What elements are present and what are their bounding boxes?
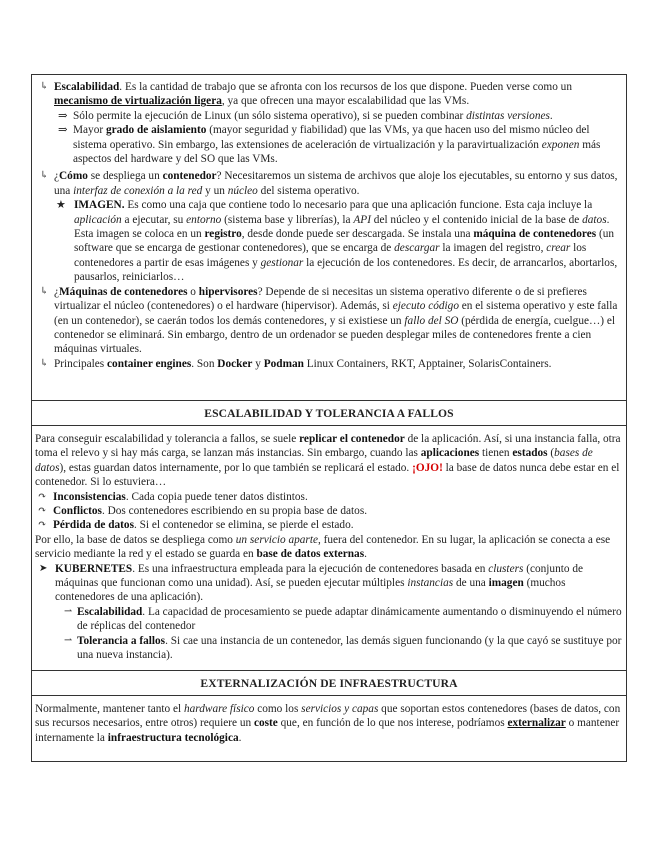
list-item-principales: ↳ Principales container engines. Son Docker y Podman Linux Containers, RKT, Apptainer, SolarisContainers. — [40, 357, 552, 370]
section-heading-externalizacion: EXTERNALIZACIÓN DE INFRAESTRUCTURA — [32, 670, 626, 696]
list-item-kubernetes: ➤ KUBERNETES. Es una infraestructura empleada para la ejecución de contenedores basada en clusters (conjunto de máquinas que funcionan como una unidad). Así, se pueden ejecutar múltiples instancias de una imagen (muchos contenedores de una aplicación). — [39, 562, 583, 604]
dash-bullet-icon: ⇀ — [64, 634, 73, 646]
containers-section — [32, 75, 626, 400]
list-item-como: ↳ ¿Cómo se despliega un contenedor? Necesitaremos un sistema de archivos que aloje los ejecutables, su entorno y sus datos, una interfaz de conexión a la red y un núcleo del sistema operativo. — [40, 170, 618, 197]
arrow-bullet-icon: ➤ — [39, 562, 48, 574]
list-item-solo-linux: ⇒ Sólo permite la ejecución de Linux (un sólo sistema operativo), si se pueden combinar distintas versiones. — [58, 109, 553, 122]
list-item-maquinas: ↳ ¿Máquinas de contenedores o hipervisores? Depende de si necesitas un sistema operativo diferente o de si prefieres virtualizar el núcleo (contenedores) o el hardware (hipervisor). Además, si ejecuto código en el sistema operativo y este falla (en un contenedor), se caerán todos los demás contenedores, y si existiese un fallo del SO (pérdida de energía, cuelgue…) el contenedor se eliminará. Sin embargo, dentro de un ordenador se pueden desplegar miles de contenedores frente a cien máquinas virtuales. — [40, 285, 618, 356]
hook-arrow-icon: ↳ — [40, 357, 49, 369]
paragraph-registro: Esta imagen se coloca en un registro, desde donde puede ser descargada. Se instala una máquina de contenedores (un software que se encarga de gestionar contenedores), que se encarga de descargar la imagen del registro, crear los contenedores a partir de esas imágenes y gestionar la ejecución de los contenedores. Es decir, de arrancarlos, abortarlos, pausarlos, reiniciarlos… — [74, 228, 618, 284]
list-item-conflictos: ↷ Conflictos. Dos contenedores escribiendo en su propia base de datos. — [38, 505, 368, 518]
hook-arrow-icon: ↳ — [40, 285, 49, 297]
document-frame — [31, 74, 627, 762]
externalization-section — [32, 696, 626, 763]
list-item-perdida: ↷ Pérdida de datos. Si el contenedor se elimina, se pierde el estado. — [38, 519, 354, 532]
implies-icon: ⇒ — [58, 124, 68, 137]
hook-arrow-icon: ↳ — [40, 81, 49, 92]
paragraph-por-ello: Por ello, la base de datos se despliega como un servicio aparte, fuera del contenedor. En su lugar, la aplicación se conecta a ese servicio mediante la red y el estado se guarda en base de datos externas. — [35, 533, 611, 561]
section-heading-escalabilidad: ESCALABILIDAD Y TOLERANCIA A FALLOS — [32, 400, 626, 426]
warning-label: ¡OJO! — [412, 461, 443, 474]
list-item-k-tolerancia: ⇀ Tolerancia a fallos. Si cae una instancia de un contenedor, las demás siguen funcionando (y la que cayó se sustituye por una nueva instancia). — [64, 634, 622, 662]
hook-arrow-icon: ↳ — [40, 170, 49, 182]
list-item-k-escalabilidad: ⇀ Escalabilidad. La capacidad de procesamiento se puede adaptar dinámicamente aumentando o disminuyendo el número de réplicas del contenedor — [64, 605, 622, 633]
curved-arrow-icon: ↷ — [38, 519, 47, 531]
list-item-inconsistencias: ↷ Inconsistencias. Cada copia puede tener datos distintos. — [38, 490, 308, 503]
paragraph-intro: Para conseguir escalabilidad y tolerancia a fallos, se suele replicar el contenedor de la aplicación. Así, si una instancia falla, otra toma el relevo y si hay más carga, se lanzan más instancias. Sin embargo, cuando las aplicaciones tienen estados (bases de datos), estas guardan datos internamente, por lo que también se replicará el estado. ¡OJO! la base de datos nunca debe estar en el contenedor. Si lo estuviera… — [35, 433, 621, 489]
paragraph-externalizacion: Normalmente, mantener tanto el hardware físico como los servicios y capas que soportan estos contenedores (bases de datos, con sus recursos necesarios, entre otros) requiere un coste que, en función de lo que nos interese, podríamos externalizar o mantener internamente la infraestructura tecnológica. — [35, 703, 621, 744]
scalability-section — [32, 426, 626, 670]
implies-icon: ⇒ — [58, 109, 68, 122]
dash-bullet-icon: ⇀ — [64, 605, 73, 617]
list-item-aislamiento: ⇒ Mayor grado de aislamiento (mayor seguridad y fiabilidad) que las VMs, ya que hacen uso del mismo núcleo del sistema operativo. Sin embargo, las extensiones de aceleración de virtualización y la paravirtualización exponen más aspectos del hardware y del SO que las VMs. — [58, 124, 601, 166]
star-icon: ★ — [56, 199, 66, 212]
list-item-imagen: ★ IMAGEN. Es como una caja que contiene todo lo necesario para que una aplicación funcione. Esta caja incluye la aplicación a ejecutar, su entorno (sistema base y librerías), la API del núcleo y el contenido inicial de la base de datos. — [56, 199, 610, 226]
curved-arrow-icon: ↷ — [38, 505, 47, 517]
list-item-escalabilidad: ↳ Escalabilidad. Es la cantidad de trabajo que se afronta con los recursos de los que dispone. Pueden verse como un mecanismo de virtualización ligera, ya que ofrecen una mayor escalabilidad que las VMs. — [40, 81, 572, 108]
curved-arrow-icon: ↷ — [38, 490, 47, 502]
